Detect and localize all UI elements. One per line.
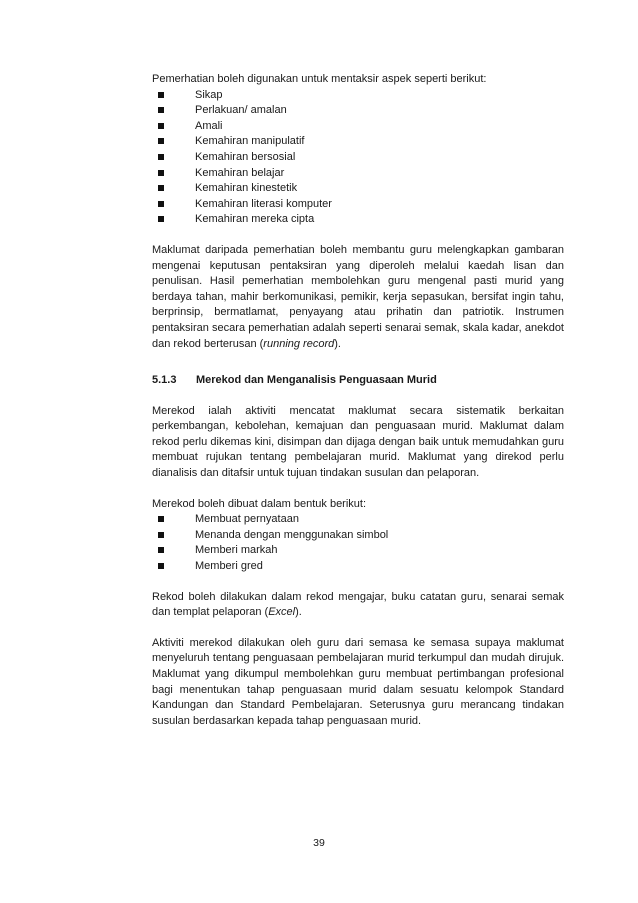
spacer	[152, 482, 564, 497]
list-item-label: Kemahiran manipulatif	[195, 135, 305, 148]
section-title: Merekod dan Menganalisis Penguasaan Murid	[196, 374, 437, 387]
recording-paragraph-2-text: Rekod boleh dilakukan dalam rekod mengajar, buku catatan guru, senarai semak dan templat pelaporan (	[152, 590, 564, 619]
square-bullet-icon	[158, 123, 164, 129]
list-item	[152, 528, 564, 544]
spacer	[152, 228, 564, 243]
list-item	[152, 543, 564, 559]
square-bullet-icon	[158, 92, 164, 98]
square-bullet-icon	[158, 532, 164, 538]
recording-forms-intro: Merekod boleh dibuat dalam bentuk berikut:	[152, 497, 367, 510]
spacer	[152, 621, 564, 636]
list-item-label: Kemahiran bersosial	[195, 150, 296, 163]
square-bullet-icon	[158, 107, 164, 113]
square-bullet-icon	[158, 185, 164, 191]
list-item	[152, 134, 564, 150]
list-item	[152, 166, 564, 182]
list-item-label: Memberi markah	[195, 544, 278, 557]
list-item	[152, 88, 564, 104]
recording-forms-list	[152, 512, 564, 574]
square-bullet-icon	[158, 154, 164, 160]
list-item-label: Perlakuan/ amalan	[195, 104, 287, 117]
square-bullet-icon	[158, 138, 164, 144]
list-item-label: Menanda dengan menggunakan simbol	[195, 528, 389, 541]
square-bullet-icon	[158, 216, 164, 222]
list-item-label: Membuat pernyataan	[195, 513, 299, 526]
observation-paragraph-end: ).	[334, 337, 341, 350]
section-number: 5.1.3	[152, 374, 177, 387]
spacer	[152, 575, 564, 590]
list-item-label: Kemahiran belajar	[195, 166, 285, 179]
list-item	[152, 559, 564, 575]
list-item	[152, 197, 564, 213]
list-item	[152, 150, 564, 166]
list-item	[152, 103, 564, 119]
recording-paragraph-2	[152, 590, 564, 621]
square-bullet-icon	[158, 170, 164, 176]
list-item-label: Kemahiran mereka cipta	[195, 213, 315, 226]
document-page	[152, 72, 564, 729]
list-item	[152, 212, 564, 228]
list-item	[152, 119, 564, 135]
page-number: 39	[313, 837, 325, 849]
list-item-label: Memberi gred	[195, 560, 263, 573]
list-item	[152, 512, 564, 528]
list-item-label: Kemahiran literasi komputer	[195, 197, 332, 210]
section-heading	[152, 373, 564, 389]
observation-aspects-list	[152, 88, 564, 228]
recording-paragraph-2-term: Excel	[268, 606, 296, 619]
observation-intro: Pemerhatian boleh digunakan untuk mentaksir aspek seperti berikut:	[152, 73, 487, 85]
list-item-label: Amali	[195, 119, 223, 132]
spacer	[152, 389, 564, 404]
spacer	[152, 352, 564, 373]
recording-paragraph-1: Merekod ialah aktiviti mencatat maklumat secara sistematik berkaitan perkembangan, kebolehan, kemajuan dan penguasaan murid. Maklumat dalam rekod perlu dikemas kini, disimpan dan dijaga dengan baik untuk memudahkan guru membuat rujukan tentang pembelajaran murid. Maklumat yang direkod perlu dianalisis dan ditafsir untuk tujuan tindakan susulan dan pelaporan.	[152, 404, 564, 480]
list-item	[152, 181, 564, 197]
square-bullet-icon	[158, 563, 164, 569]
list-item-label: Kemahiran kinestetik	[195, 182, 298, 195]
square-bullet-icon	[158, 547, 164, 553]
square-bullet-icon	[158, 516, 164, 522]
recording-paragraph-3: Aktiviti merekod dilakukan oleh guru dari semasa ke semasa supaya maklumat menyeluruh tentang penguasaan pembelajaran murid terkumpul dan mudah dirujuk. Maklumat yang dikumpul membolehkan guru membuat pertimbangan profesional bagi menentukan tahap penguasaan murid dalam sesuatu kelompok Standard Kandungan dan Standard Pembelajaran. Seterusnya guru merancang tindakan susulan berdasarkan kepada tahap penguasaan murid.	[152, 636, 564, 727]
recording-paragraph-2-end: ).	[295, 606, 302, 619]
observation-paragraph-term: running record	[263, 337, 335, 350]
square-bullet-icon	[158, 201, 164, 207]
list-item-label: Sikap	[195, 88, 223, 101]
observation-paragraph	[152, 243, 564, 352]
observation-paragraph-text: Maklumat daripada pemerhatian boleh membantu guru melengkapkan gambaran mengenai keputusan pentaksiran yang diperoleh melalui kaedah lisan dan penulisan. Hasil pemerhatian membolehkan guru mengenal pasti murid yang berdaya tahan, mahir berkomunikasi, pemikir, kerja sepasukan, bersifat ingin tahu, berprinsip, bermatlamat, penyayang atau prihatin dan patriotik. Instrumen pentaksiran secara pemerhatian adalah seperti senarai semak, skala kadar, anekdot dan rekod berterusan (	[152, 243, 564, 350]
